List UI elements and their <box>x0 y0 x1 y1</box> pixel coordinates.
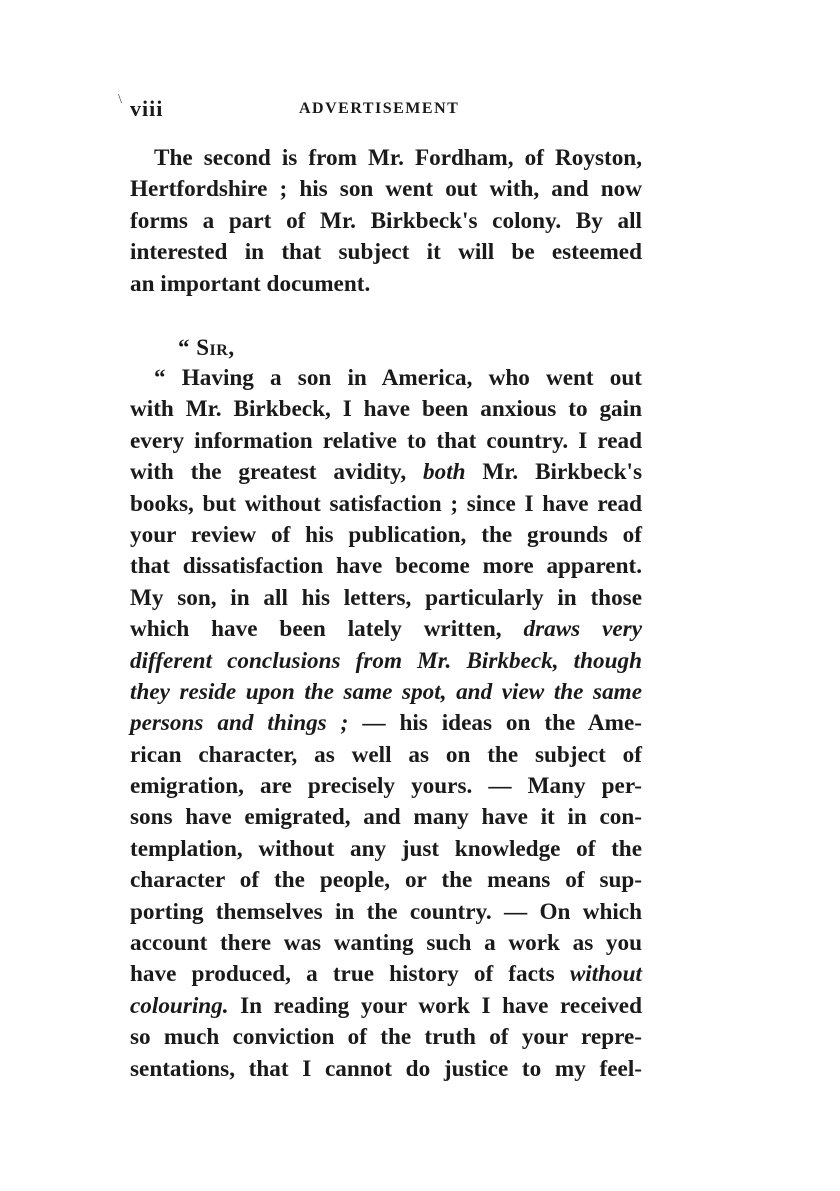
text-line: porting themselves in the country. — On which <box>130 898 642 925</box>
text-run: which have been lately written, <box>130 616 524 643</box>
emphasis-run: persons and things ; <box>130 710 349 737</box>
text-line <box>130 457 642 488</box>
text-line: character of the people, or the means of sup- <box>130 867 642 894</box>
text-line: rican character, as well as on the subject of <box>130 741 642 768</box>
text-line: books, but without satisfaction ; since I have read <box>130 490 642 517</box>
salutation-text: “ Sir, <box>178 335 235 360</box>
text-line: The second is from Mr. Fordham, of Royston, <box>154 145 642 171</box>
text-run: have produced, a true history of facts <box>130 961 570 988</box>
text-run: In reading your work I have received <box>228 992 642 1019</box>
text-line: with Mr. Birkbeck, I have been anxious to gain <box>130 396 642 423</box>
text-run: with the greatest avidity, <box>130 459 423 486</box>
text-line: account there was wanting such a work as you <box>130 930 642 957</box>
text-line <box>130 959 642 990</box>
emphasis-run: colouring. <box>130 992 229 1019</box>
text-line: interested in that subject it will be esteemed <box>130 239 642 266</box>
emphasis-run: they reside upon the same spot, and view the same <box>130 678 642 705</box>
running-head: ADVERTISEMENT <box>299 100 460 117</box>
page-number: viii <box>130 96 164 121</box>
letter-body <box>130 363 642 1085</box>
text-line <box>130 677 642 708</box>
paragraph-intro <box>130 143 642 300</box>
text-line: emigration, are precisely yours. — Many per- <box>130 773 642 800</box>
text-line <box>130 614 642 645</box>
text-line: sons have emigrated, and many have it in con- <box>130 804 642 831</box>
text-line: templation, without any just knowledge of the <box>130 835 642 862</box>
letter-salutation <box>178 335 235 361</box>
text-run: — his ideas on the Ame- <box>348 710 642 737</box>
text-run: Mr. Birkbeck's <box>465 459 642 486</box>
emphasis-run: without <box>569 961 642 988</box>
text-line: every information relative to that country. I read <box>130 427 642 454</box>
text-line <box>130 708 642 739</box>
text-line: that dissatisfaction have become more apparent. <box>130 553 642 580</box>
text-line <box>130 991 642 1022</box>
text-line <box>130 646 642 677</box>
text-line: so much conviction of the truth of your repre- <box>130 1024 642 1051</box>
page-header <box>118 92 650 126</box>
emphasis-run: both <box>423 459 466 486</box>
text-line: Hertfordshire ; his son went out with, and now <box>130 176 642 203</box>
emphasis-run: different conclusions from Mr. Birkbeck, though <box>130 647 642 674</box>
text-line: sentations, that I cannot do justice to my feel- <box>130 1055 642 1082</box>
emphasis-run: draws very <box>523 616 642 643</box>
text-line: My son, in all his letters, particularly in those <box>130 584 642 611</box>
margin-mark: \ <box>118 92 122 107</box>
text-line: forms a part of Mr. Birkbeck's colony. By all <box>130 207 642 234</box>
text-line: “ Having a son in America, who went out <box>154 365 642 391</box>
text-line: your review of his publication, the grounds of <box>130 521 642 548</box>
text-line: an important document. <box>130 270 371 297</box>
